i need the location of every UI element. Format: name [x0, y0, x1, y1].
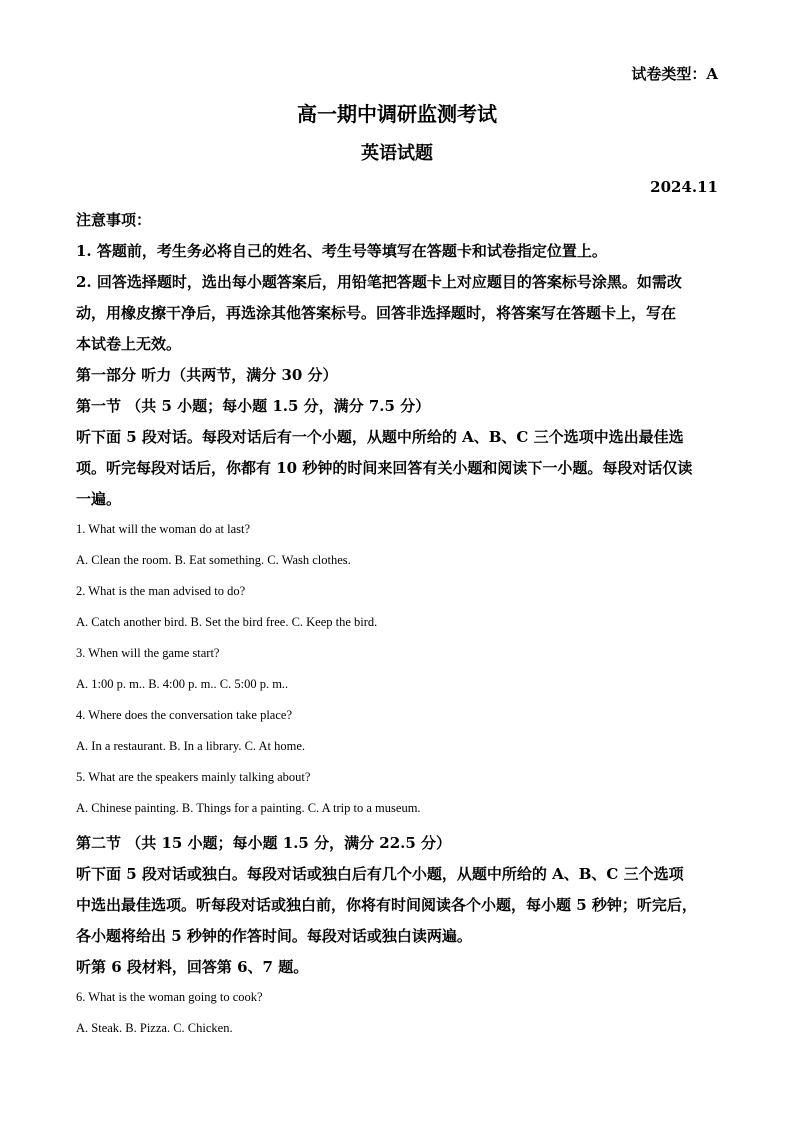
- section2-instructions-line-1: 听下面 5 段对话或独白。每段对话或独白后有几个小题，从题中所给的 A、B、C 三个选项: [76, 865, 684, 883]
- question-3-options: A. 1:00 p. m.. B. 4:00 p. m.. C. 5:00 p. m..: [76, 677, 289, 691]
- question-4-options: A. In a restaurant. B. In a library. C. At home.: [76, 739, 305, 753]
- question-5-options: A. Chinese painting. B. Things for a painting. C. A trip to a museum.: [76, 801, 421, 815]
- part1-heading: 第一部分 听力（共两节，满分 30 分）: [76, 366, 338, 384]
- question-3: 3. When will the game start?: [76, 646, 220, 660]
- question-5: 5. What are the speakers mainly talking about?: [76, 770, 311, 784]
- section1-instructions-line-2: 项。听完每段对话后，你都有 10 秒钟的时间来回答有关小题和阅读下一小题。每段对话仅读: [76, 459, 693, 477]
- paper-type: 试卷类型：A: [631, 65, 718, 83]
- question-2-options: A. Catch another bird. B. Set the bird free. C. Keep the bird.: [76, 615, 378, 629]
- question-6: 6. What is the woman going to cook?: [76, 990, 263, 1004]
- section2-instructions-line-2: 中选出最佳选项。听每段对话或独白前，你将有时间阅读各个小题，每小题 5 秒钟；听完后，: [76, 896, 697, 914]
- question-1-options: A. Clean the room. B. Eat something. C. Wash clothes.: [76, 553, 351, 567]
- section1-instructions-line-3: 一遍。: [76, 490, 122, 508]
- notice-item-2-line-2: 动，用橡皮擦干净后，再选涂其他答案标号。回答非选择题时，将答案写在答题卡上，写在: [76, 304, 677, 322]
- exam-date: 2024.11: [650, 178, 718, 196]
- section2-heading: 第二节 （共 15 小题；每小题 1.5 分，满分 22.5 分）: [76, 834, 452, 852]
- question-6-options: A. Steak. B. Pizza. C. Chicken.: [76, 1021, 233, 1035]
- material-6-heading: 听第 6 段材料，回答第 6、7 题。: [76, 958, 309, 976]
- section1-heading: 第一节 （共 5 小题；每小题 1.5 分，满分 7.5 分）: [76, 397, 431, 415]
- question-4: 4. Where does the conversation take place?: [76, 708, 292, 722]
- notice-item-2-line-3: 本试卷上无效。: [76, 335, 182, 353]
- exam-title: 高一期中调研监测考试: [297, 102, 497, 126]
- exam-subtitle: 英语试题: [361, 143, 433, 164]
- notice-heading: 注意事项：: [76, 211, 152, 229]
- notice-item-1: 1. 答题前，考生务必将自己的姓名、考生号等填写在答题卡和试卷指定位置上。: [76, 242, 607, 260]
- notice-item-2-line-1: 2. 回答选择题时，选出每小题答案后，用铅笔把答题卡上对应题目的答案标号涂黑。如需改: [76, 273, 682, 291]
- question-1: 1. What will the woman do at last?: [76, 522, 251, 536]
- section2-instructions-line-3: 各小题将给出 5 秒钟的作答时间。每段对话或独白读两遍。: [76, 927, 472, 945]
- question-2: 2. What is the man advised to do?: [76, 584, 246, 598]
- section1-instructions-line-1: 听下面 5 段对话。每段对话后有一个小题，从题中所给的 A、B、C 三个选项中选出最佳选: [76, 428, 684, 446]
